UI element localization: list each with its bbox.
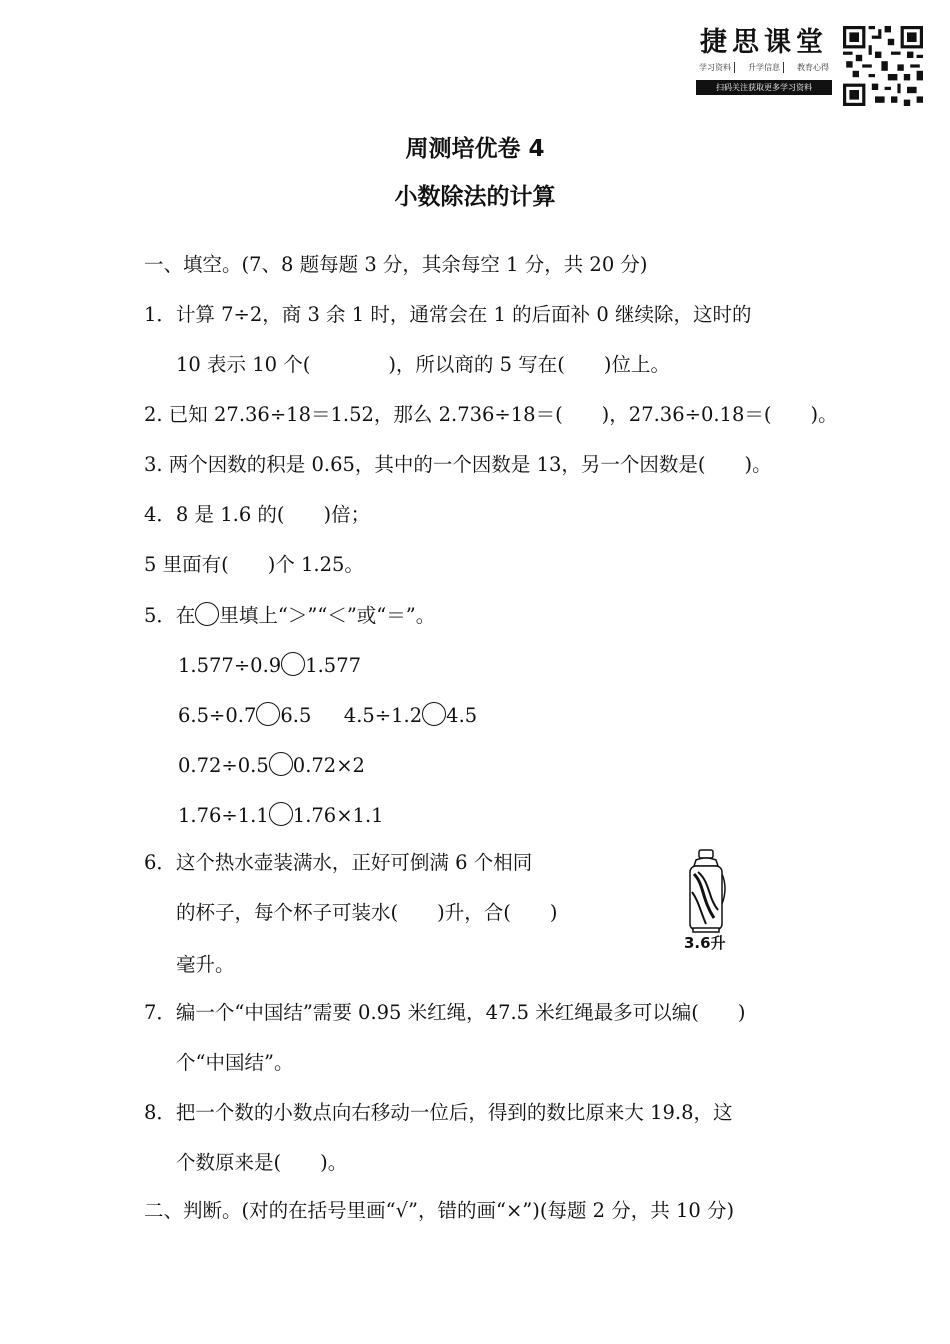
question-6-text: 的杯子，每个杯子可装水( )升，合( ) [176, 901, 558, 924]
question-4-text: 4．8 是 1.6 的( )倍； [144, 503, 371, 526]
page-subtitle: 小数除法的计算 [394, 184, 556, 210]
question-8-text: 个数原来是( )。 [176, 1151, 348, 1174]
page-title: 周测培优卷 4 [405, 136, 545, 162]
question-7-text: 7．编一个“中国结”需要 0.95 米红绳，47.5 米红绳最多可以编( ) [144, 1001, 746, 1024]
answer-circle[interactable] [269, 752, 293, 776]
brand-tags [696, 62, 832, 73]
brand-bar: 扫码关注获取更多学习资料 [696, 80, 832, 95]
compare-left: 0.72÷0.5 [178, 754, 269, 777]
question-2-text: 2. 已知 27.36÷18＝1.52，那么 2.736÷18＝( )，27.36÷0.18＝( )。 [144, 403, 838, 426]
compare-left: 4.5÷1.2 [343, 704, 423, 727]
brand-logo [696, 26, 832, 95]
compare-left: 1.577÷0.9 [178, 654, 282, 677]
brand-name: 捷思课堂 [700, 27, 828, 58]
compare-right: 1.76×1.1 [292, 804, 384, 827]
compare-left: 1.76÷1.1 [178, 804, 269, 827]
qr-code-icon[interactable] [843, 26, 923, 106]
brand-tag: 升学信息 [745, 62, 784, 73]
question-7-text: 个“中国结”。 [176, 1051, 294, 1074]
section-heading: 一、填空。(7、8 题每题 3 分，其余每空 1 分，共 20 分) [144, 253, 648, 276]
question-4-text: 5 里面有( )个 1.25。 [144, 553, 364, 576]
question-5-suffix: 里填上“＞”“＜”或“＝”。 [219, 604, 436, 627]
brand-tag: 学习资料 [696, 62, 735, 73]
compare-right: 6.5 [280, 704, 312, 727]
compare-right: 0.72×2 [292, 754, 365, 777]
compare-left: 6.5÷0.7 [178, 704, 257, 727]
answer-circle[interactable] [269, 802, 293, 826]
answer-circle[interactable] [256, 702, 280, 726]
answer-circle[interactable] [195, 602, 219, 626]
compare-right: 4.5 [446, 704, 478, 727]
section-heading: 二、判断。(对的在括号里画“√”，错的画“×”)(每题 2 分，共 10 分) [144, 1199, 735, 1222]
question-1-text: 10 表示 10 个( )，所以商的 5 写在( )位上。 [176, 353, 670, 376]
compare-row [178, 802, 384, 829]
compare-row [178, 702, 477, 729]
compare-right: 1.577 [305, 654, 362, 677]
compare-row [178, 652, 361, 679]
question-8-text: 8．把一个数的小数点向右移动一位后，得到的数比原来大 19.8，这 [144, 1101, 733, 1124]
question-1-text: 1．计算 7÷2，商 3 余 1 时，通常会在 1 的后面补 0 继续除，这时的 [144, 303, 752, 326]
thermos-label: 3.6升 [684, 934, 726, 952]
question-5-prefix: 5．在 [144, 604, 196, 627]
question-5-text [144, 602, 435, 629]
compare-row [178, 752, 365, 779]
answer-circle[interactable] [422, 702, 446, 726]
question-6-text: 6．这个热水壶装满水，正好可倒满 6 个相同 [144, 851, 533, 874]
brand-tag: 教育心得 [797, 63, 829, 72]
question-6-text: 毫升。 [176, 953, 235, 976]
answer-circle[interactable] [281, 652, 305, 676]
question-3-text: 3. 两个因数的积是 0.65，其中的一个因数是 13，另一个因数是( )。 [144, 453, 772, 476]
